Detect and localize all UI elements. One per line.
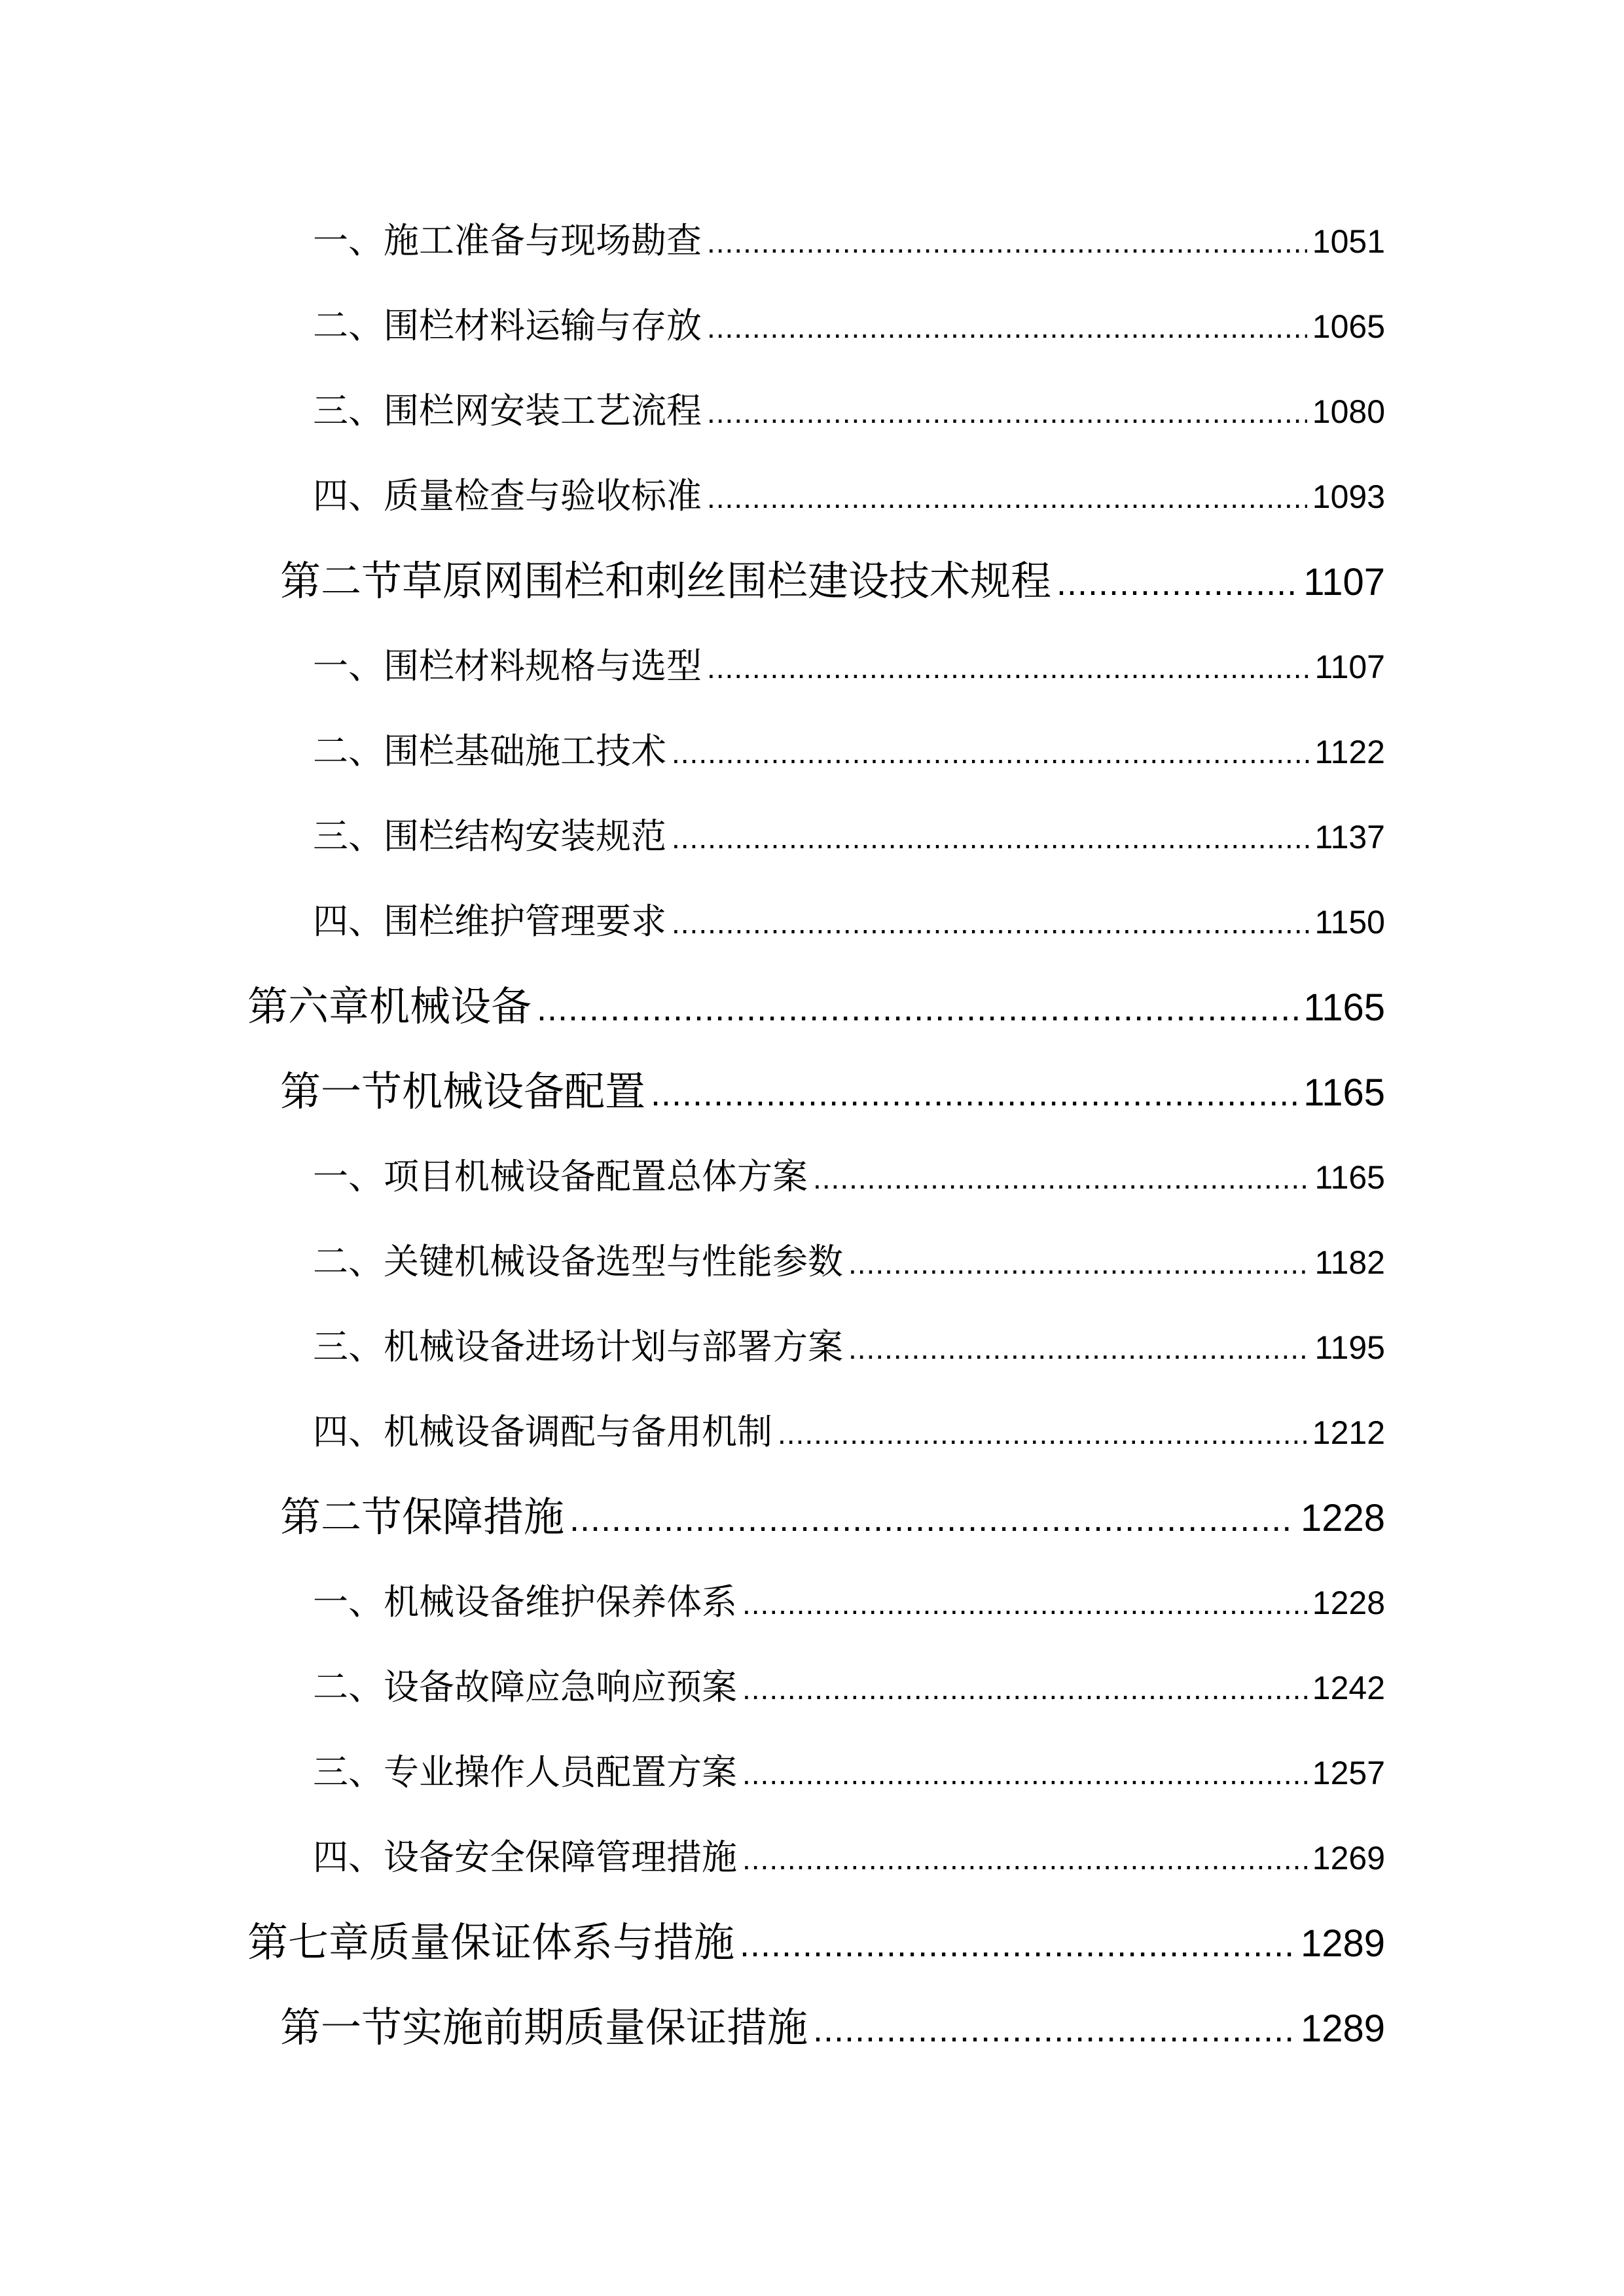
dot-leader bbox=[742, 1841, 1307, 1876]
toc-entry-title: 二、围栏基础施工技术 bbox=[313, 730, 666, 772]
toc-page-number: 1107 bbox=[1314, 649, 1385, 685]
toc-page-number: 1137 bbox=[1314, 819, 1385, 855]
dot-leader bbox=[742, 1586, 1307, 1621]
toc-page-number: 1165 bbox=[1303, 986, 1385, 1029]
toc-page-number: 1165 bbox=[1303, 1071, 1385, 1114]
dot-leader bbox=[707, 395, 1307, 430]
toc-entry-title: 一、项目机械设备配置总体方案 bbox=[313, 1156, 808, 1197]
toc-entry-title: 四、质量检查与验收标准 bbox=[313, 475, 702, 516]
toc-page-number: 1289 bbox=[1300, 2007, 1385, 2050]
toc-entry[interactable] bbox=[313, 1829, 1385, 1882]
toc-page-number: 1212 bbox=[1312, 1414, 1385, 1451]
toc-entry[interactable] bbox=[313, 1149, 1385, 1201]
dot-leader bbox=[672, 905, 1309, 941]
toc-entry[interactable] bbox=[313, 808, 1385, 861]
dot-leader bbox=[742, 1671, 1307, 1706]
toc-entry[interactable] bbox=[313, 1234, 1385, 1286]
toc-entry-title: 三、机械设备进场计划与部署方案 bbox=[313, 1326, 843, 1367]
toc-page-number: 1289 bbox=[1300, 1922, 1385, 1965]
dot-leader bbox=[848, 1246, 1309, 1281]
toc-entry-title: 第二节草原网围栏和刺丝围栏建设技术规程 bbox=[280, 557, 1052, 605]
toc-entry[interactable] bbox=[313, 893, 1385, 946]
toc-entry-title: 四、机械设备调配与备用机制 bbox=[313, 1411, 772, 1452]
toc-entry[interactable] bbox=[313, 1319, 1385, 1371]
toc-entry-title: 一、围栏材料规格与选型 bbox=[313, 645, 702, 687]
toc-entry-title: 一、施工准备与现场勘查 bbox=[313, 220, 702, 261]
toc-page-number: 1228 bbox=[1312, 1585, 1385, 1621]
dot-leader bbox=[537, 988, 1298, 1029]
toc-entry-title: 三、围栏结构安装规范 bbox=[313, 816, 666, 857]
toc-entry[interactable] bbox=[313, 1574, 1385, 1626]
toc-page-number: 1051 bbox=[1312, 223, 1385, 260]
toc-entry-title: 第一节机械设备配置 bbox=[280, 1067, 646, 1115]
toc-entry-title: 第一节实施前期质量保证措施 bbox=[280, 2003, 808, 2051]
toc-entry-title: 第六章机械设备 bbox=[247, 982, 532, 1030]
toc-entry[interactable] bbox=[280, 1059, 1385, 1118]
toc-entry[interactable] bbox=[280, 1995, 1385, 2054]
toc-page-number: 1195 bbox=[1314, 1329, 1385, 1366]
toc-page-number: 1228 bbox=[1300, 1497, 1385, 1539]
toc-page-number: 1257 bbox=[1312, 1755, 1385, 1791]
toc-page-number: 1182 bbox=[1314, 1244, 1385, 1281]
toc-entry-title: 三、专业操作人员配置方案 bbox=[313, 1751, 737, 1793]
toc-entry[interactable] bbox=[313, 723, 1385, 776]
toc-page-number: 1107 bbox=[1303, 561, 1385, 603]
toc-page-number: 1150 bbox=[1314, 904, 1385, 941]
dot-leader bbox=[778, 1416, 1307, 1451]
dot-leader bbox=[1056, 563, 1298, 603]
toc-page-number: 1093 bbox=[1312, 478, 1385, 515]
dot-leader bbox=[672, 820, 1309, 855]
dot-leader bbox=[813, 2009, 1295, 2050]
toc-entry[interactable] bbox=[313, 1744, 1385, 1797]
dot-leader bbox=[651, 1073, 1298, 1114]
toc-entry[interactable] bbox=[313, 468, 1385, 520]
toc-entry[interactable] bbox=[280, 1484, 1385, 1543]
toc-page-number: 1122 bbox=[1314, 734, 1385, 770]
toc-entry-title: 二、设备故障应急响应预案 bbox=[313, 1666, 737, 1708]
toc-entry[interactable] bbox=[247, 1910, 1385, 1969]
toc-entry[interactable] bbox=[313, 213, 1385, 265]
toc-entry[interactable] bbox=[313, 638, 1385, 691]
toc-entry-title: 第七章质量保证体系与措施 bbox=[247, 1918, 735, 1966]
toc-entry-title: 一、机械设备维护保养体系 bbox=[313, 1581, 737, 1623]
toc-entry-title: 二、围栏材料运输与存放 bbox=[313, 305, 702, 346]
dot-leader bbox=[707, 480, 1307, 515]
toc-entry[interactable] bbox=[313, 298, 1385, 350]
toc-entry-title: 四、设备安全保障管理措施 bbox=[313, 1837, 737, 1878]
toc-page-number: 1242 bbox=[1312, 1670, 1385, 1706]
toc-entry[interactable] bbox=[313, 383, 1385, 435]
dot-leader bbox=[707, 310, 1307, 345]
toc-entry[interactable] bbox=[313, 1659, 1385, 1712]
dot-leader bbox=[672, 735, 1309, 770]
toc-entry-title: 二、关键机械设备选型与性能参数 bbox=[313, 1241, 843, 1282]
toc-entry-title: 三、围栏网安装工艺流程 bbox=[313, 390, 702, 431]
dot-leader bbox=[707, 650, 1309, 685]
dot-leader bbox=[848, 1331, 1309, 1366]
dot-leader bbox=[740, 1924, 1295, 1965]
toc-page-number: 1269 bbox=[1312, 1840, 1385, 1876]
toc-entry[interactable] bbox=[280, 548, 1385, 607]
dot-leader bbox=[742, 1756, 1307, 1791]
dot-leader bbox=[707, 224, 1307, 260]
toc-entry-title: 四、围栏维护管理要求 bbox=[313, 901, 666, 942]
dot-leader bbox=[813, 1160, 1309, 1196]
toc-entry[interactable] bbox=[247, 974, 1385, 1033]
toc-entry[interactable] bbox=[313, 1404, 1385, 1456]
dot-leader bbox=[569, 1499, 1295, 1539]
toc-page-number: 1165 bbox=[1314, 1159, 1385, 1196]
toc-page-number: 1065 bbox=[1312, 308, 1385, 345]
toc-page-number: 1080 bbox=[1312, 393, 1385, 430]
toc-entry-title: 第二节保障措施 bbox=[280, 1493, 565, 1541]
